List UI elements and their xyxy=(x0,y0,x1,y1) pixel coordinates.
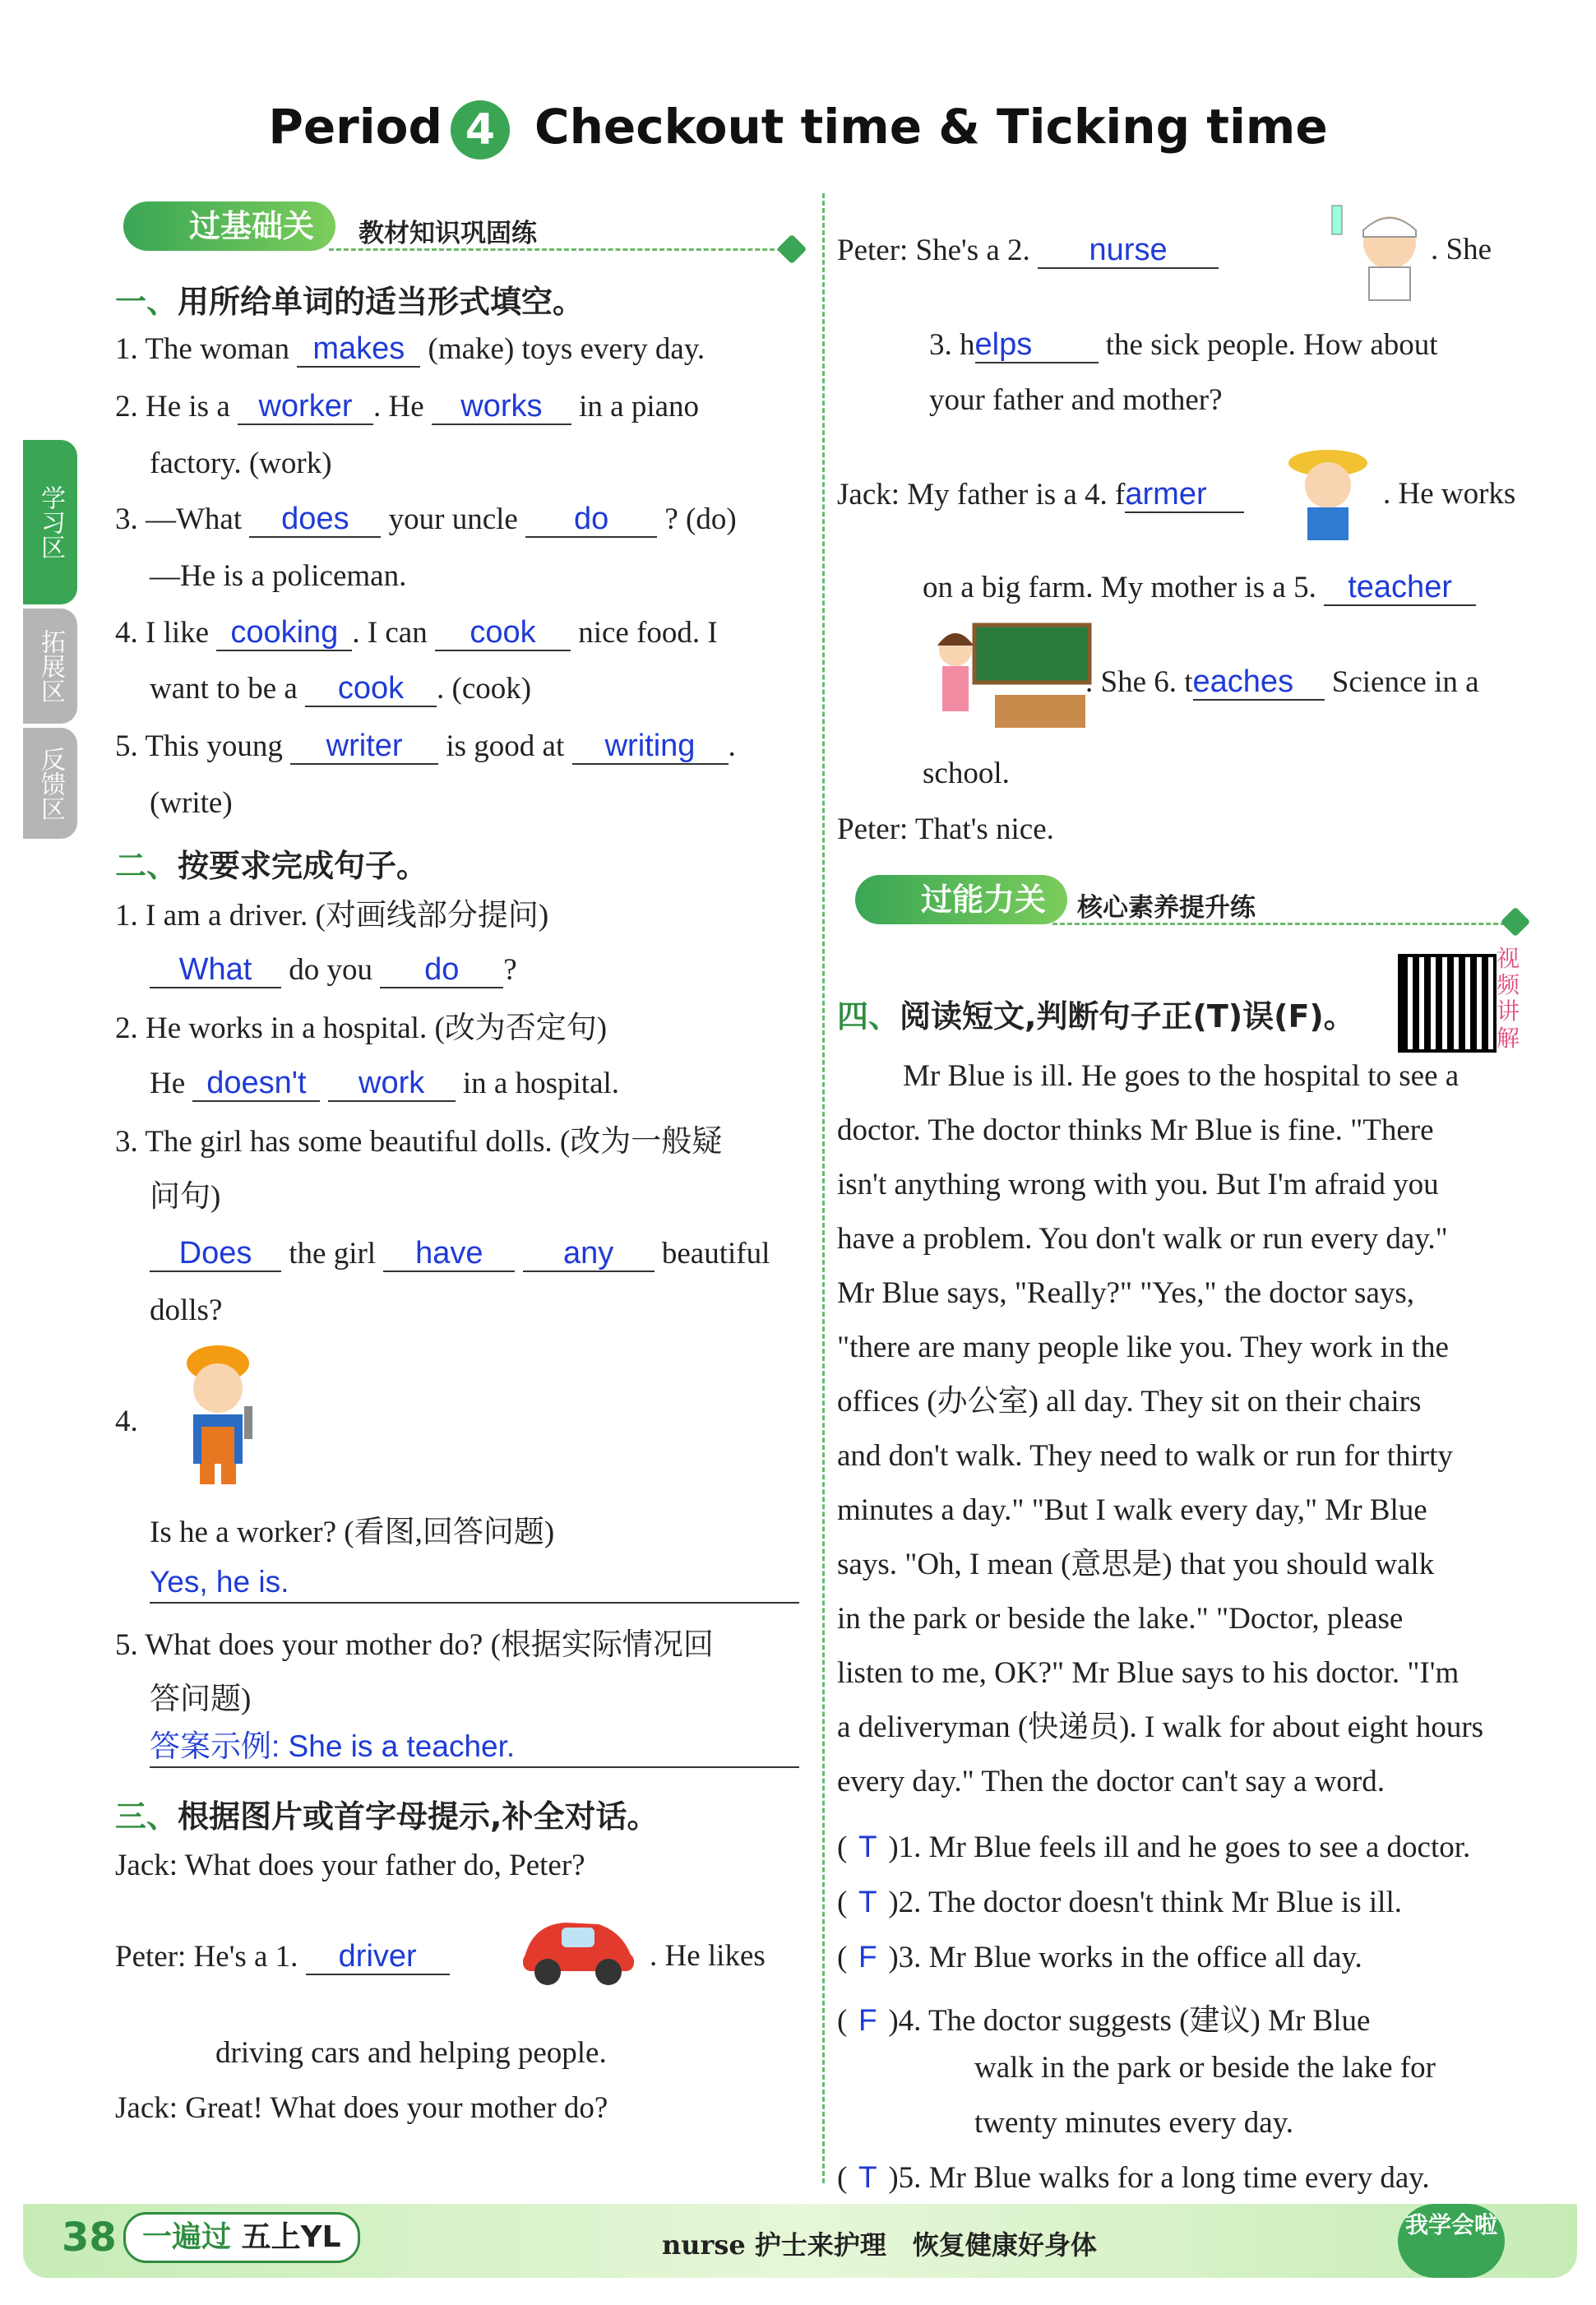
nurse-illustration xyxy=(1324,197,1439,304)
tf-item-2: ( T )2. The doctor doesn't think Mr Blue is ill. xyxy=(837,1885,1402,1919)
p1-q4: 4. I like cooking . I can cook nice food. I xyxy=(115,615,718,650)
dialog-line-r1b: . She xyxy=(1431,233,1492,266)
p1-q5-cont: (write) xyxy=(150,786,233,820)
p2-q2-blank1[interactable]: doesn't xyxy=(192,1067,320,1102)
passage-line: Mr Blue is ill. He goes to the hospital to see a xyxy=(903,1059,1460,1093)
passage-line: Mr Blue says, "Really?" "Yes," the doctor says, xyxy=(837,1276,1415,1310)
tf-item-1: ( T )1. Mr Blue feels ill and he goes to see a doctor. xyxy=(837,1830,1471,1864)
section-banner-basic: 过基础关 xyxy=(123,201,335,251)
p2-q3-blank2[interactable]: have xyxy=(383,1238,515,1272)
p2-q2: 2. He works in a hospital. (改为否定句) xyxy=(115,1011,608,1045)
tf-answer[interactable]: F xyxy=(858,1940,877,1974)
passage-line: "there are many people like you. They work in the xyxy=(837,1331,1449,1364)
p2-q1-blank1[interactable]: What xyxy=(150,954,281,988)
dialog-line-r1: Peter: She's a 2. nurse xyxy=(837,234,1219,269)
tf-answer[interactable]: T xyxy=(858,1830,877,1863)
p2-q4-answer[interactable]: Yes, he is. xyxy=(150,1567,799,1604)
dialog-blank-4[interactable]: armer xyxy=(1125,479,1244,513)
p2-q3: 3. The girl has some beautiful dolls. (改为一般疑 xyxy=(115,1125,723,1159)
passage-line: offices (办公室) all day. They sit on their chairs xyxy=(837,1385,1422,1419)
dialog-line-2: Peter: He's a 1. driver xyxy=(115,1941,450,1975)
book-badge xyxy=(123,2212,360,2263)
passage-line: doctor. The doctor thinks Mr Blue is fine. "There xyxy=(837,1113,1434,1147)
tf-answer[interactable]: T xyxy=(858,2160,877,2194)
dialog-blank-1[interactable]: driver xyxy=(306,1941,450,1975)
teacher-illustration xyxy=(929,621,1094,732)
dialog-line-3: driving cars and helping people. xyxy=(215,2036,607,2070)
dialog-line-1: Jack: What does your father do, Peter? xyxy=(115,1849,585,1882)
section-banner-ability: 过能力关 xyxy=(855,875,1067,924)
p1-q4-blank1[interactable]: cooking xyxy=(216,617,352,651)
p2-q2-blank2[interactable]: work xyxy=(328,1067,456,1102)
p1-q1-blank[interactable]: makes xyxy=(297,333,420,368)
dialog-line-2b: . He likes xyxy=(650,1939,766,1973)
p1-q4-blank2[interactable]: cook xyxy=(435,617,571,651)
p2-q2-answer: He doesn't work in a hospital. xyxy=(150,1066,620,1100)
title-prefix: Period xyxy=(268,99,443,155)
farmer-illustration xyxy=(1283,440,1373,547)
side-tab-study[interactable]: 学习区 xyxy=(23,440,77,604)
section-rule xyxy=(329,248,789,251)
passage-line: have a problem. You don't walk or run every day." xyxy=(837,1222,1448,1256)
p2-q1-answer: What do you do ? xyxy=(150,954,517,988)
tf-item-4: ( F )4. The doctor suggests (建议) Mr Blue xyxy=(837,2003,1371,2038)
p2-q5-cont: 答问题) xyxy=(150,1682,252,1716)
p1-q5-blank1[interactable]: writer xyxy=(290,730,438,765)
passage-line: minutes a day." "But I walk every day," Mr Blue xyxy=(837,1493,1427,1527)
dialog-line-r4b: . He works xyxy=(1383,477,1516,511)
part1-heading: 一、用所给单词的适当形式填空。 xyxy=(115,284,585,320)
p1-q5-blank2[interactable]: writing xyxy=(572,730,729,765)
p1-q4-cont: want to be a cook . (cook) xyxy=(150,671,532,706)
qr-code-icon[interactable] xyxy=(1398,954,1497,1053)
worker-illustration xyxy=(169,1340,275,1488)
dialog-line-r5: on a big farm. My mother is a 5. teacher xyxy=(923,572,1476,606)
passage-line: every day." Then the doctor can't say a word. xyxy=(837,1765,1385,1798)
p2-q1: 1. I am a driver. (对画线部分提问) xyxy=(115,899,549,933)
p1-q4-blank3[interactable]: cook xyxy=(305,673,437,707)
book-name: 一遍过 xyxy=(142,2220,232,2254)
p1-q2-cont: factory. (work) xyxy=(150,447,332,480)
passage xyxy=(837,1061,1528,1821)
passage-line: in the park or beside the lake." "Doctor, please xyxy=(837,1602,1404,1636)
p2-q5-answer[interactable]: 答案示例: She is a teacher. xyxy=(150,1731,799,1768)
dialog-blank-6[interactable]: eaches xyxy=(1193,666,1325,701)
p1-q1: 1. The woman makes (make) toys every day. xyxy=(115,331,705,366)
p2-q3-blank1[interactable]: Does xyxy=(150,1238,281,1272)
title-main: Checkout time & Ticking time xyxy=(534,99,1328,155)
logo-badge: 我学会啦 xyxy=(1398,2204,1505,2278)
dialog-line-r3: your father and mother? xyxy=(929,383,1223,417)
passage-line: isn't anything wrong with you. But I'm afraid you xyxy=(837,1168,1439,1201)
footer-tip: nurse 护士来护理 恢复健康好身体 xyxy=(662,2229,1097,2261)
passage-line: a deliveryman (快递员). I walk for about eight hours xyxy=(837,1710,1484,1744)
dialog-blank-3[interactable]: elps xyxy=(975,329,1099,363)
tf-item-5: ( T )5. Mr Blue walks for a long time every day. xyxy=(837,2160,1430,2195)
tf-answer[interactable]: T xyxy=(858,1885,877,1919)
tf-item-4-cont2: twenty minutes every day. xyxy=(974,2106,1294,2140)
tf-item-4-cont: walk in the park or beside the lake for xyxy=(974,2051,1436,2085)
column-divider xyxy=(822,193,825,2183)
dialog-line-r4: Jack: My father is a 4. farmer xyxy=(837,479,1244,513)
dialog-line-r2: 3. helps the sick people. How about xyxy=(929,327,1438,362)
dialog-line-r7: school. xyxy=(923,757,1010,790)
part3-heading: 三、根据图片或首字母提示,补全对话。 xyxy=(115,1798,659,1835)
dialog-blank-5[interactable]: teacher xyxy=(1324,572,1476,606)
p1-q2-blank2[interactable]: works xyxy=(432,391,571,425)
book-grade: 五上YL xyxy=(241,2220,341,2254)
tf-answer[interactable]: F xyxy=(858,2003,877,2037)
dialog-blank-2[interactable]: nurse xyxy=(1038,234,1219,269)
dialog-line-4: Jack: Great! What does your mother do? xyxy=(115,2091,608,2125)
p1-q2: 2. He is a worker . He works in a piano xyxy=(115,389,700,424)
p2-q5: 5. What does your mother do? (根据实际情况回 xyxy=(115,1628,714,1662)
passage-line: listen to me, OK?" Mr Blue says to his doctor. "I'm xyxy=(837,1656,1460,1690)
p1-q2-blank1[interactable]: worker xyxy=(238,391,373,425)
tf-item-3: ( F )3. Mr Blue works in the office all day. xyxy=(837,1940,1362,1974)
p1-q3-blank1[interactable]: does xyxy=(249,503,381,538)
section-subtitle-ability: 核心素养提升练 xyxy=(1077,893,1256,923)
p1-q3-blank2[interactable]: do xyxy=(525,503,657,538)
side-tab-feedback[interactable]: 反馈区 xyxy=(23,728,77,839)
page-number: 38 xyxy=(62,2215,117,2261)
part4-heading: 四、阅读短文,判断句子正(T)误(F)。 xyxy=(837,998,1355,1034)
car-illustration xyxy=(516,1900,640,1990)
p2-q1-blank2[interactable]: do xyxy=(380,954,503,988)
video-explain-label[interactable]: 视频讲解 xyxy=(1497,945,1520,1052)
page-title xyxy=(0,99,1596,160)
p2-q3-blank3[interactable]: any xyxy=(523,1238,655,1272)
p1-q3: 3. —What does your uncle do ? (do) xyxy=(115,502,737,536)
dialog-line-r8: Peter: That's nice. xyxy=(837,812,1054,846)
p1-q5: 5. This young writer is good at writing . xyxy=(115,729,736,763)
side-tab-extend[interactable]: 拓展区 xyxy=(23,609,77,724)
passage-line: and don't walk. They need to walk or run for thirty xyxy=(837,1439,1453,1473)
dialog-line-r6: . She 6. teaches Science in a xyxy=(1085,664,1479,699)
section-subtitle-basic: 教材知识巩固练 xyxy=(359,219,537,248)
p2-q4-number: 4. xyxy=(115,1405,138,1438)
section-rule-2 xyxy=(1052,923,1513,925)
p2-q4-question: Is he a worker? (看图,回答问题) xyxy=(150,1516,555,1549)
p2-q3-answer: Does the girl have any beautiful xyxy=(150,1238,770,1272)
p2-q3-cont: 问句) xyxy=(150,1180,221,1214)
passage-line: says. "Oh, I mean (意思是) that you should walk xyxy=(837,1548,1435,1581)
period-number-badge: 4 xyxy=(451,100,510,160)
p2-q3-cont2: dolls? xyxy=(150,1294,223,1327)
p1-q3-answer-line: —He is a policeman. xyxy=(150,559,407,593)
part2-heading: 二、按要求完成句子。 xyxy=(115,848,428,884)
